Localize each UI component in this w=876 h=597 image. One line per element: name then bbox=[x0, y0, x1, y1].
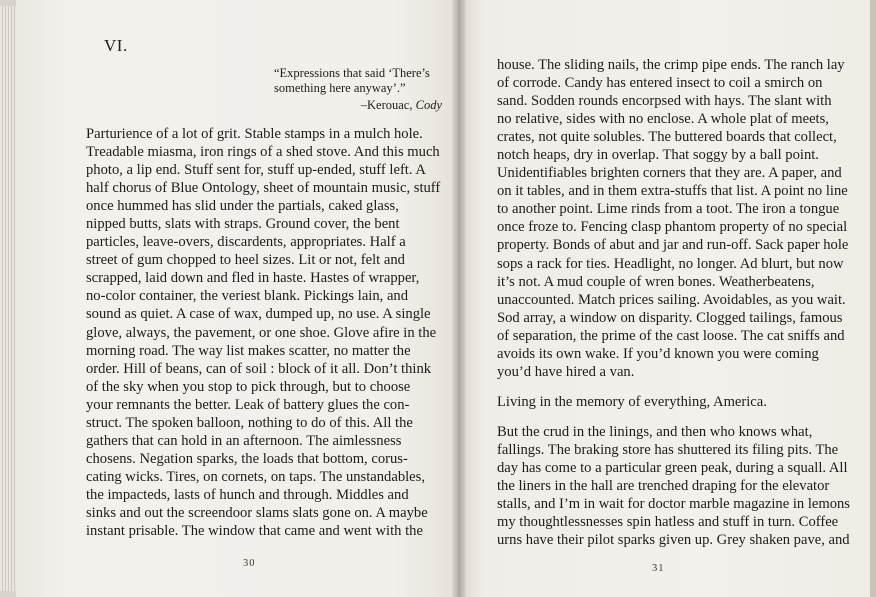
text-line: my thoughtlessnesses spin hatless and stuff in turn. Coffee bbox=[497, 514, 839, 531]
text-line: Sod array, a window on disparity. Clogged tailings, famous bbox=[497, 309, 843, 326]
text-line: order. Hill of beans, can of soil : block of it all. Don’t think bbox=[86, 360, 432, 377]
epigraph-line: “Expressions that said ‘There’s bbox=[274, 66, 430, 80]
attribution-author: –Kerouac, bbox=[360, 98, 416, 112]
epigraph bbox=[274, 66, 442, 113]
text-line: day has come to a particular green peak, during a squall. All bbox=[497, 459, 848, 476]
text-line: struct. The spoken balloon, nothing to do of this. All the bbox=[86, 414, 413, 431]
text-line: gathers that can hold in an afternoon. The aimlessness bbox=[86, 432, 402, 449]
text-line: Parturience of a lot of grit. Stable stamps in a mulch hole. bbox=[86, 126, 423, 142]
text-line: house. The sliding nails, the crimp pipe ends. The ranch lay bbox=[497, 57, 845, 73]
text-line: avoids its own wake. If you’d known you were coming bbox=[497, 345, 819, 362]
text-line: scrapped, laid down and fled in haste. Hastes of wrapper, bbox=[86, 270, 420, 287]
text-line: notch heaps, dry in overlap. That soggy by a ball point. bbox=[497, 147, 819, 164]
text-line: of separation, the prime of the cast loose. The cat sniffs and bbox=[497, 327, 845, 344]
text-line: once hummed has slid under the partials, caked glass, bbox=[86, 198, 399, 215]
text-line: no relative, sides with no enclose. A whole plat of meets, bbox=[497, 111, 829, 128]
text-line: Treadable miasma, iron rings of a shed stove. And this much bbox=[86, 144, 440, 161]
text-line: your remnants the better. Leak of battery glues the con- bbox=[86, 396, 410, 413]
text-line: sound as quiet. A case of wax, dumped up, no use. A single bbox=[86, 306, 431, 323]
text-line: particles, leave-overs, discardents, appropriates. Half a bbox=[86, 234, 406, 251]
text-line: the liners in the hall are trenched draping for the elevator bbox=[497, 478, 830, 495]
text-line: urns have their pilot sparks given up. Grey shaken pave, and bbox=[497, 532, 850, 549]
text-line: no-color container, the veriest blank. Pickings lain, and bbox=[86, 288, 409, 305]
text-line: Unidentifiables brighten corners that they are. A paper, and bbox=[497, 165, 842, 182]
paragraph bbox=[497, 393, 837, 411]
text-line: chosens. Negation sparks, the loads that bottom, corus- bbox=[86, 450, 408, 467]
paragraph bbox=[497, 423, 850, 549]
text-line: you’d have hired a van. bbox=[497, 363, 635, 380]
text-line: of corrode. Candy has entered insect to coil a smirch on bbox=[497, 75, 823, 92]
epigraph-line: something here anyway’.” bbox=[274, 80, 406, 95]
paragraph bbox=[497, 56, 849, 381]
text-line: to another point. Lime rinds from a toot. The iron a tongue bbox=[497, 201, 840, 218]
text-line: the impacteds, lasts of hunch and through. Middles and bbox=[86, 486, 409, 503]
paragraph-gap bbox=[497, 411, 837, 423]
text-line: instant prisable. The window that came and went with the bbox=[86, 523, 423, 540]
page-number-left: 30 bbox=[243, 558, 256, 569]
right-edge bbox=[870, 0, 876, 597]
text-line: on it tables, and in them extra-stuffs that list. A point no line bbox=[497, 183, 848, 200]
page-number-right: 31 bbox=[652, 563, 665, 574]
text-line: fallings. The braking store has shuttered its filing pits. The bbox=[497, 441, 839, 458]
book-gutter bbox=[452, 0, 466, 597]
text-line: nipped butts, slats with straps. Ground cover, the bent bbox=[86, 216, 400, 233]
attribution-title: Cody bbox=[415, 98, 442, 112]
text-line: street of gum chopped to heel sizes. Lit or not, felt and bbox=[86, 252, 405, 269]
text-line: of the sky when you stop to pick through, but to choose bbox=[86, 378, 411, 395]
right-page-body bbox=[497, 56, 850, 549]
text-line: it’s not. A mud couple of wren bones. Weatherbeatens, bbox=[497, 273, 815, 290]
text-line: cating wicks. Tires, on cornets, on taps. The unstandables, bbox=[86, 468, 425, 485]
text-line: sops a rack for ties. Headlight, no longer. Ad blurt, but now bbox=[497, 255, 844, 272]
text-line: glove, always, the pavement, or one shoe. Glove afire in the bbox=[86, 324, 437, 341]
text-line: Living in the memory of everything, America. bbox=[497, 393, 767, 410]
text-line: unaccounted. Match prices sailing. Avoidables, as you wait. bbox=[497, 291, 846, 308]
text-line: crates, not quite solubles. The buttered boards that collect, bbox=[497, 129, 837, 146]
left-page-body bbox=[86, 125, 446, 540]
text-line: sinks and out the screendoor slams slats gone on. A maybe bbox=[86, 504, 428, 521]
text-line: once froze to. Fencing clasp phantom property of no special bbox=[497, 219, 848, 236]
text-line: But the crud in the linings, and then who knows what, bbox=[497, 423, 813, 440]
text-line: stalls, and I’m in wait for doctor marble magazine in lemons bbox=[497, 496, 850, 513]
paragraph-gap bbox=[497, 381, 837, 393]
text-line: photo, a lip end. Stuff sent for, stuff up-ended, stuff left. A bbox=[86, 162, 426, 179]
text-line: half chorus of Blue Ontology, sheet of mountain music, stuff bbox=[86, 180, 441, 197]
epigraph-attribution bbox=[274, 98, 442, 113]
text-line: morning road. The way list makes scatter, no matter the bbox=[86, 342, 411, 359]
section-number: VI. bbox=[104, 36, 128, 55]
text-line: property. Bonds of abut and jar and run-off. Sack paper hole bbox=[497, 237, 849, 254]
text-line: sand. Sodden rounds encorpsed with hays. The slant with bbox=[497, 93, 832, 110]
